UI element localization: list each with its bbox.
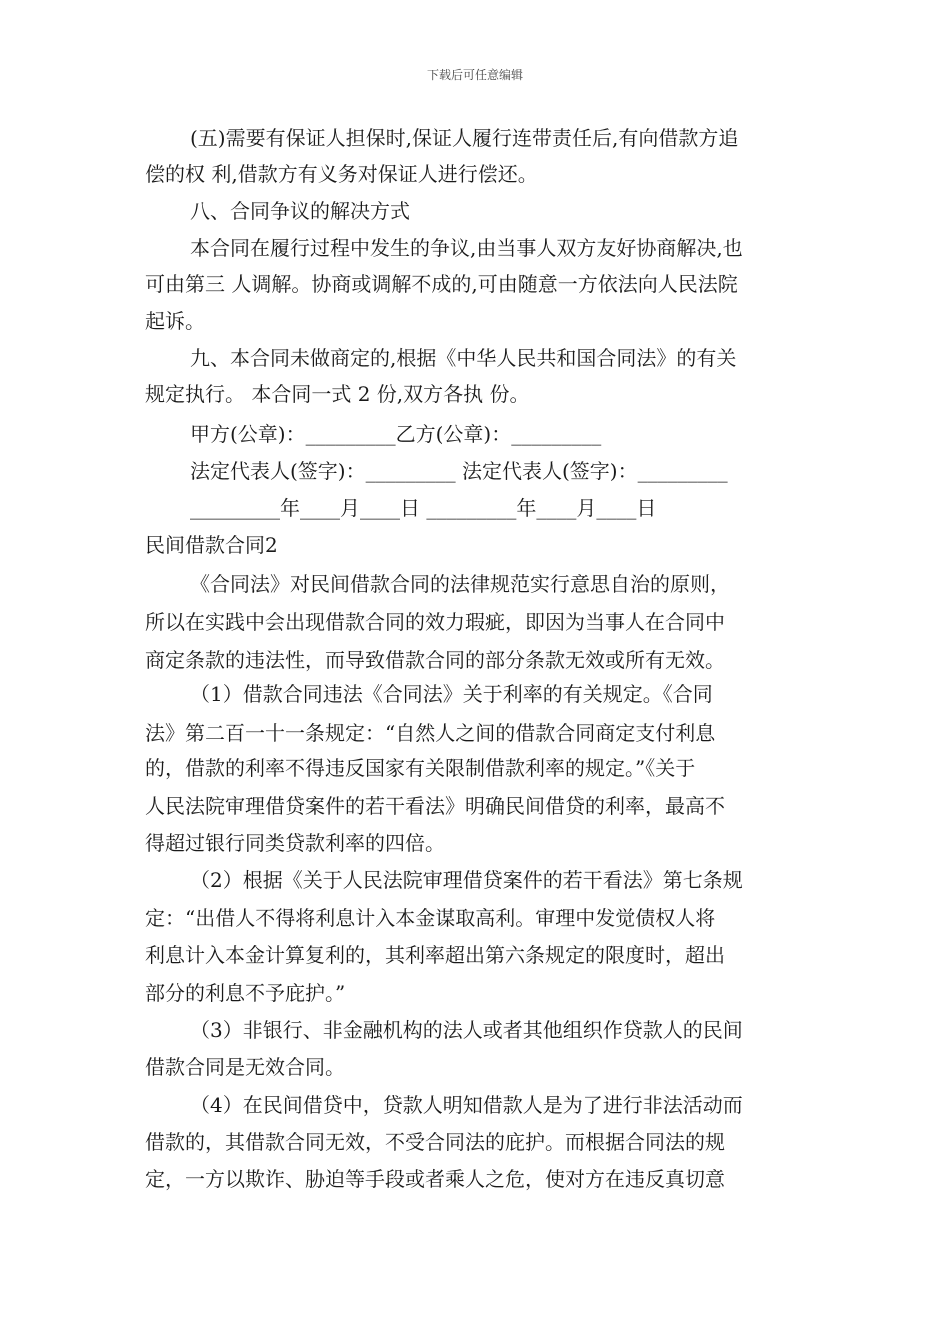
paragraph-line: (五)需要有保证人担保时,保证人履行连带责任后,有向借款方追 <box>190 126 739 150</box>
paragraph-line: 本合同在履行过程中发生的争议,由当事人双方友好协商解决,也 <box>190 236 743 260</box>
paragraph-line: 商定条款的违法性，而导致借款合同的部分条款无效或所有无效。 <box>145 648 725 672</box>
paragraph-line: 规定执行。 本合同一式 2 份,双方各执 份。 <box>145 382 530 406</box>
paragraph-line: 九、本合同未做商定的,根据《中华人民共和国合同法》的有关 <box>190 346 737 370</box>
signature-line-representative: 法定代表人(签字)：_________ 法定代表人(签字)：_________ <box>190 459 728 483</box>
paragraph-line: 《合同法》对民间借款合同的法律规范实行意思自治的原则， <box>190 572 730 596</box>
paragraph-line: （4）在民间借贷中，贷款人明知借款人是为了进行非法活动而 <box>190 1093 743 1117</box>
paragraph-line: 定：“出借人不得将利息计入本金谋取高利。审理中发觉债权人将 <box>145 906 716 930</box>
paragraph-line: （3）非银行、非金融机构的法人或者其他组织作贷款人的民间 <box>190 1018 743 1042</box>
paragraph-line: 可由第三 人调解。协商或调解不成的,可由随意一方依法向人民法院 <box>145 272 738 296</box>
paragraph-line: （1）借款合同违法《合同法》关于利率的有关规定。《合同 <box>190 682 713 706</box>
paragraph-line: 人民法院审理借贷案件的若干看法》明确民间借贷的利率，最高不 <box>145 794 725 818</box>
paragraph-line: 定，一方以欺诈、胁迫等手段或者乘人之危，使对方在违反真切意 <box>145 1167 725 1191</box>
paragraph-line: 的，借款的利率不得违反国家有关限制借款利率的规定。”《关于 <box>145 756 696 780</box>
paragraph-line: 偿的权 利,借款方有义务对保证人进行偿还。 <box>145 162 538 186</box>
paragraph-line: 借款合同是无效合同。 <box>145 1055 345 1079</box>
paragraph-line: 法》第二百一十一条规定：“自然人之间的借款合同商定支付利息 <box>145 721 716 745</box>
paragraph-line: 得超过银行同类贷款利率的四倍。 <box>145 831 445 855</box>
signature-line-date: _________年____月____日 _________年____月____日 <box>190 496 657 520</box>
paragraph-line: 借款的，其借款合同无效，不受合同法的庇护。而根据合同法的规 <box>145 1130 725 1154</box>
paragraph-line: 所以在实践中会出现借款合同的效力瑕疵，即因为当事人在合同中 <box>145 610 725 634</box>
document-title: 民间借款合同2 <box>145 533 278 557</box>
paragraph-line: （2）根据《关于人民法院审理借贷案件的若干看法》第七条规 <box>190 868 743 892</box>
paragraph-line: 利息计入本金计算复利的，其利率超出第六条规定的限度时，超出 <box>145 943 725 967</box>
page-header: 下载后可任意编辑 <box>426 68 523 82</box>
paragraph-line: 起诉。 <box>145 309 205 333</box>
section-heading: 八、合同争议的解决方式 <box>190 199 410 223</box>
signature-line-seal: 甲方(公章)：_________乙方(公章)：_________ <box>190 422 602 446</box>
paragraph-line: 部分的利息不予庇护。” <box>145 981 346 1005</box>
